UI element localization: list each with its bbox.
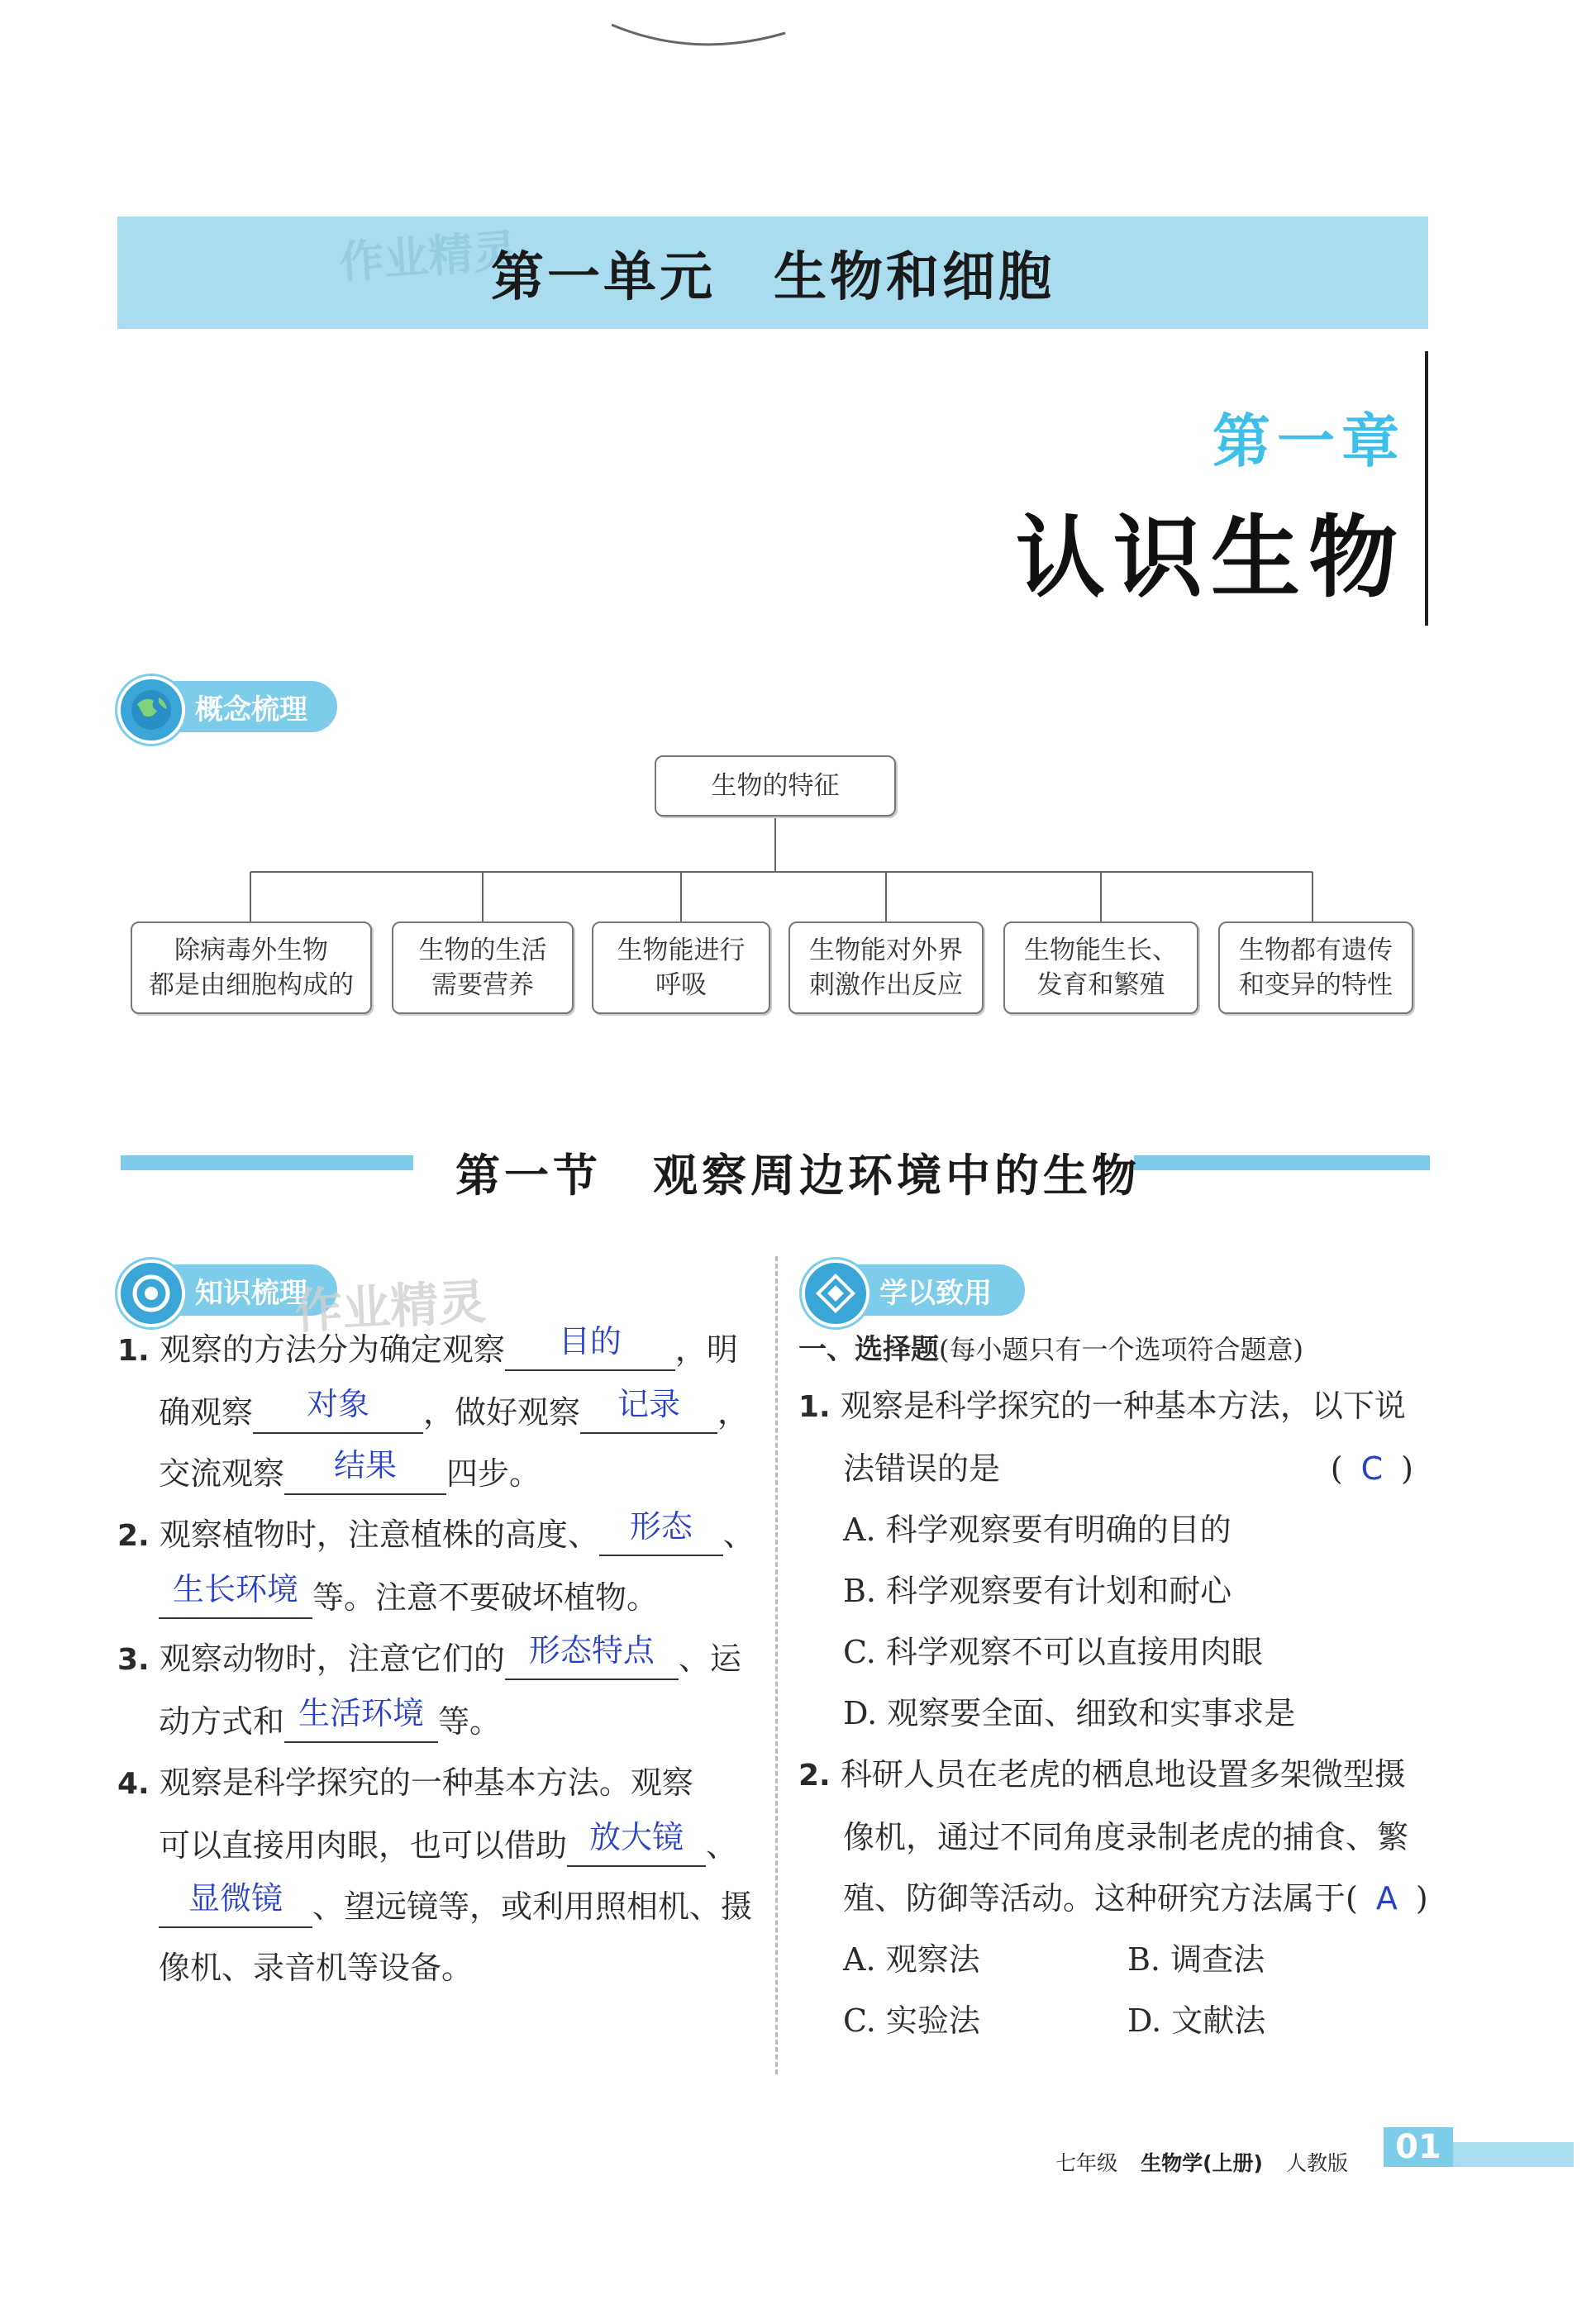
node-line: 生物能进行 — [617, 936, 746, 965]
text: 法错误的是 — [843, 1450, 1001, 1487]
answer-blank — [159, 1571, 312, 1619]
node-line: 都是由细胞构成的 — [149, 970, 354, 1000]
footer-subject: 生物学(上册) — [1141, 2151, 1263, 2175]
answer-text: 显微镜 — [188, 1880, 283, 1917]
text: 观察是科学探究的一种基本方法。观察 — [159, 1764, 693, 1801]
section-name: 观察周边环境中的生物 — [653, 1150, 1141, 1202]
text: 、 — [706, 1827, 738, 1864]
node-line: 呼吸 — [655, 970, 707, 1000]
text: 观察的方法分为确定观察 — [159, 1331, 505, 1368]
node-line: 和变异的特性 — [1239, 970, 1393, 1000]
concept-section-label-text: 概念梳理 — [195, 693, 307, 726]
section-number: 第一节 — [455, 1150, 602, 1202]
unit-number: 第一单元 — [491, 247, 716, 308]
column-divider — [775, 1256, 778, 2074]
page-number: 01 — [1384, 2127, 1453, 2167]
option: C. 实验法 — [843, 2002, 980, 2039]
text: 、运 — [678, 1640, 741, 1677]
text: ，明 — [674, 1331, 738, 1368]
answer-text: 结果 — [334, 1447, 398, 1483]
answer-blank — [505, 1323, 675, 1371]
option: A. 科学观察要有明确的目的 — [843, 1512, 1232, 1548]
item-number: 4. — [117, 1767, 150, 1801]
knowledge-list — [117, 1319, 762, 1998]
item-number: 3. — [117, 1643, 150, 1677]
practice-section-label-text: 学以致用 — [879, 1276, 992, 1310]
node-line: 需要营养 — [431, 970, 534, 1000]
answer-blank — [505, 1632, 679, 1680]
node-line: 生物都有遗传 — [1239, 936, 1393, 965]
answer-text: 形态 — [629, 1508, 693, 1545]
answer-text: 形态特点 — [528, 1632, 655, 1669]
answer-text: 对象 — [307, 1386, 370, 1422]
text: 、望远镜等，或利用照相机、摄 — [312, 1888, 753, 1925]
concept-map-connectors — [0, 0, 1596, 1074]
concept-root-text: 生物的特征 — [711, 771, 840, 801]
practice-question-2 — [798, 1744, 1443, 2051]
node-line: 除病毒外生物 — [174, 936, 328, 965]
option: A. 观察法 — [843, 1941, 980, 1978]
knowledge-item-4 — [117, 1752, 762, 1998]
knowledge-item-1 — [117, 1319, 762, 1504]
node-line: 刺激作出反应 — [809, 970, 963, 1000]
text: 等。注意不要破坏植物。 — [312, 1579, 659, 1616]
text: 四步。 — [446, 1455, 541, 1492]
concept-child-node — [788, 921, 984, 1014]
option: C. 科学观察不可以直接用肉眼 — [843, 1634, 1263, 1670]
paren: ( — [1346, 1880, 1358, 1917]
watermark: 作业精灵 — [293, 1273, 488, 1340]
answer-text: 生长环境 — [172, 1571, 298, 1607]
paren: ) — [1415, 1880, 1428, 1917]
answer-paren — [1346, 1880, 1428, 1917]
option: B. 科学观察要有计划和耐心 — [843, 1573, 1232, 1609]
answer-blank — [253, 1386, 423, 1434]
answer-text: 放大镜 — [589, 1819, 684, 1855]
answer-blank — [567, 1819, 706, 1867]
item-number: 1. — [798, 1390, 831, 1424]
option: D. 文献法 — [1127, 2002, 1266, 2039]
answer-text: C — [1360, 1450, 1384, 1487]
concept-child-node — [392, 921, 574, 1014]
knowledge-item-2 — [117, 1504, 762, 1628]
practice-list — [798, 1322, 1443, 2051]
text: 、 — [722, 1517, 755, 1553]
footer-grade: 七年级 — [1055, 2151, 1118, 2175]
text: 交流观察 — [159, 1455, 285, 1492]
text: ， — [717, 1394, 750, 1431]
concept-root-node — [655, 755, 896, 817]
text: 观察是科学探究的一种基本方法，以下说 — [840, 1388, 1406, 1424]
text: 殖、防御等活动。这种研究方法属于 — [843, 1880, 1346, 1917]
footer-info — [1032, 2147, 1348, 2177]
heading-bold: 一、选择题 — [798, 1333, 939, 1366]
answer-text: 记录 — [617, 1386, 681, 1422]
practice-question-1 — [798, 1375, 1443, 1744]
answer-blank — [599, 1508, 723, 1556]
option: D. 观察要全面、细致和实事求是 — [843, 1695, 1296, 1731]
node-line: 生物能对外界 — [809, 936, 963, 965]
concept-child-node — [1218, 921, 1413, 1014]
practice-heading — [798, 1322, 1443, 1375]
unit-name: 生物和细胞 — [774, 247, 1055, 308]
answer-paren — [1331, 1438, 1413, 1499]
concept-child-node — [592, 921, 770, 1014]
spiral-icon — [802, 1259, 869, 1327]
text: 观察动物时，注意它们的 — [159, 1640, 505, 1677]
answer-blank — [284, 1695, 438, 1743]
watermark: 作业精灵 — [337, 224, 520, 289]
concept-child-node — [131, 921, 372, 1014]
node-line: 发育和繁殖 — [1036, 970, 1165, 1000]
target-icon — [117, 1259, 185, 1327]
knowledge-item-3 — [117, 1628, 762, 1752]
text: 像机、录音机等设备。 — [159, 1950, 474, 1986]
answer-blank — [159, 1880, 312, 1928]
section-title — [0, 1140, 1596, 1204]
concept-child-node — [1003, 921, 1198, 1014]
answer-text: 目的 — [558, 1323, 622, 1359]
answer-text: A — [1375, 1880, 1398, 1917]
text: 等。 — [438, 1703, 502, 1740]
text: 科研人员在老虎的栖息地设置多架微型摄 — [840, 1756, 1406, 1793]
text: 动方式和 — [159, 1703, 285, 1740]
chapter-title: 认识生物 — [1015, 506, 1406, 610]
option: B. 调查法 — [1127, 1941, 1265, 1978]
text: 观察植物时，注意植株的高度、 — [159, 1517, 599, 1553]
paren: ( — [1330, 1450, 1343, 1487]
item-number: 2. — [798, 1759, 831, 1793]
chapter-number: 第一章 — [1212, 407, 1406, 475]
answer-blank — [284, 1447, 446, 1495]
text: 可以直接用肉眼，也可以借助 — [159, 1827, 568, 1864]
item-number: 1. — [117, 1334, 150, 1368]
answer-text: 生活环境 — [298, 1695, 425, 1731]
footer-edition: 人教版 — [1285, 2151, 1348, 2175]
knowledge-section-label-text: 知识梳理 — [195, 1276, 307, 1310]
text: 像机，通过不同角度录制老虎的捕食、繁 — [843, 1819, 1409, 1855]
heading-note: (每小题只有一个选项符合题意) — [939, 1334, 1303, 1365]
item-number: 2. — [117, 1519, 150, 1553]
node-line: 生物的生活 — [418, 936, 547, 965]
answer-blank — [580, 1386, 717, 1434]
node-line: 生物能生长、 — [1024, 936, 1178, 965]
text: 确观察 — [159, 1394, 254, 1431]
text: ，做好观察 — [423, 1394, 581, 1431]
paren: ) — [1401, 1450, 1413, 1487]
